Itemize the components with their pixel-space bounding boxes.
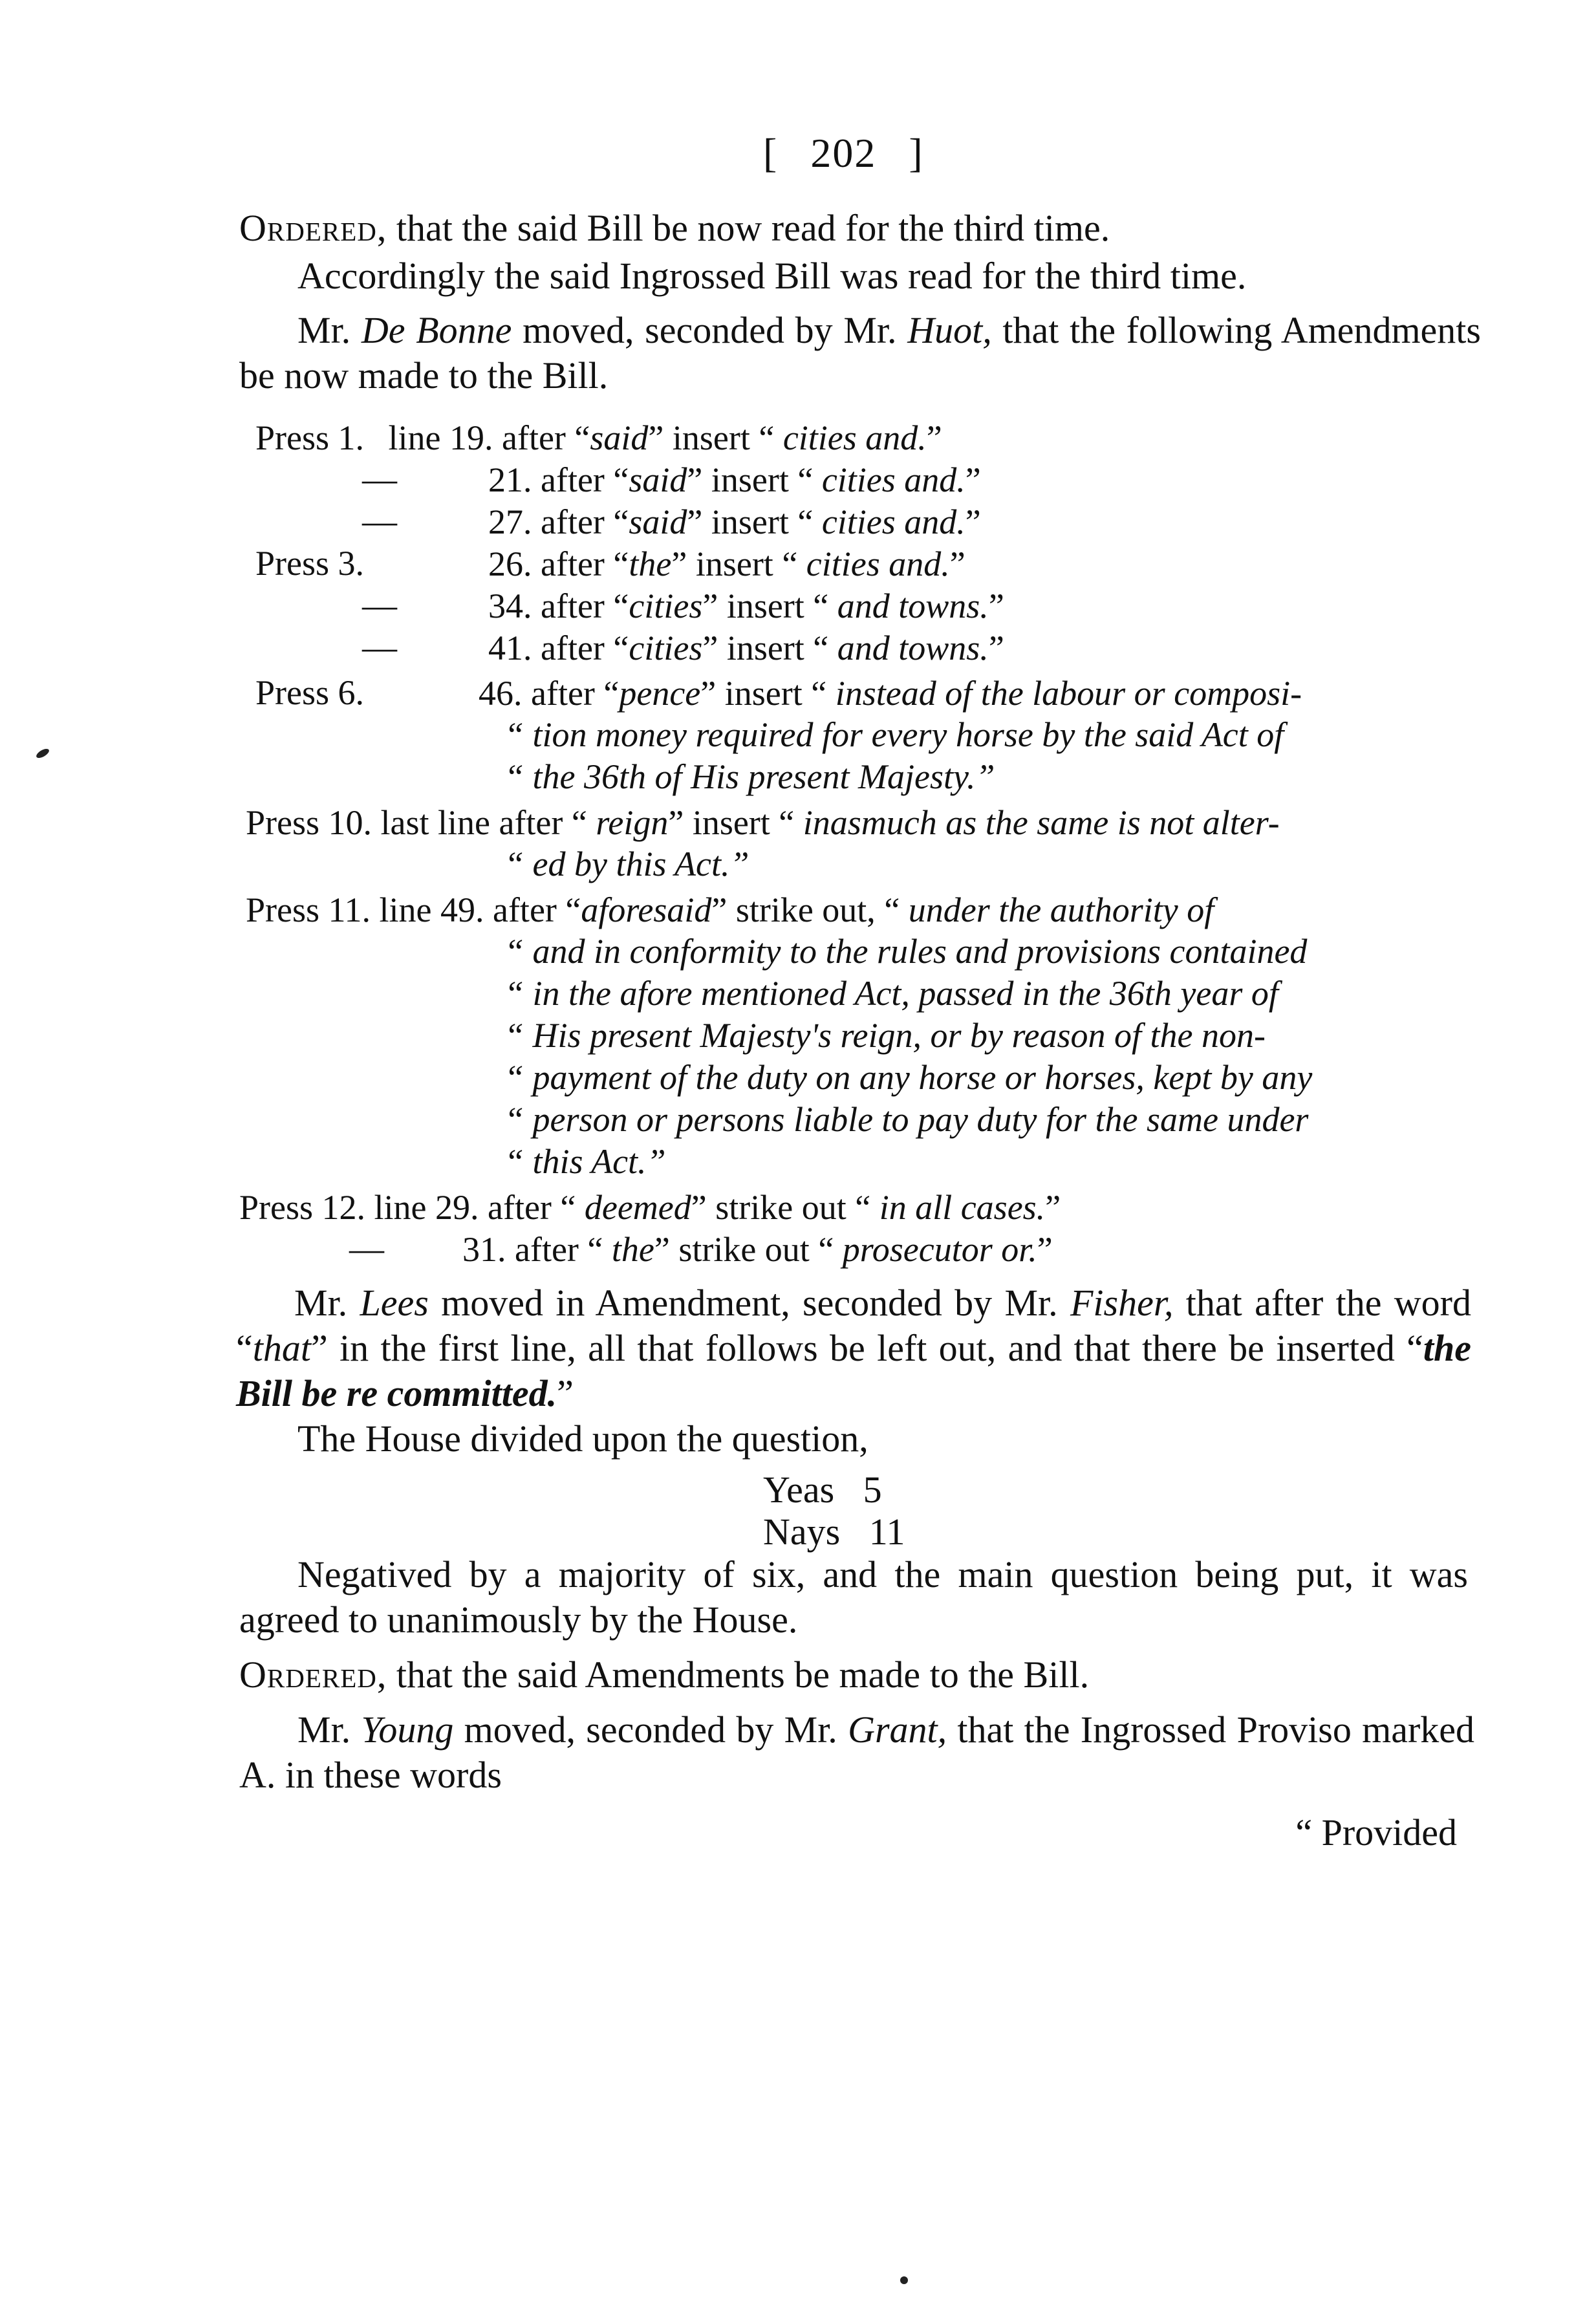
continuation-text: His present Majesty's reign, or by reason of the non-: [532, 1016, 1266, 1055]
verb: insert: [711, 502, 789, 541]
text-run: moved in Amendment, seconded by Mr.: [428, 1282, 1070, 1324]
line-ref: 34.: [488, 587, 532, 625]
after-word: said: [590, 418, 649, 457]
verb: insert: [724, 674, 803, 713]
strike-text: in all cases.: [879, 1188, 1046, 1227]
continuation-line: “ the 36th of His present Majesty.”: [504, 757, 995, 796]
continuation-line: “ person or persons liable to pay duty for the same under: [504, 1100, 1309, 1139]
yeas-label: Yeas: [763, 1469, 835, 1511]
continuation-line: “ tion money required for every horse by the said Act of: [504, 715, 1284, 754]
after-word: said: [629, 460, 687, 499]
verb: insert: [695, 545, 773, 583]
after-word: the: [629, 545, 672, 583]
insert-text: cities and.: [806, 545, 950, 583]
bracket-close: ]: [909, 130, 924, 176]
paragraph-ordered-amendments: [239, 1652, 1468, 1698]
text-run: that the Ingrossed Proviso marked A. in these words: [239, 1709, 1475, 1796]
after-word: cities: [629, 629, 703, 667]
paragraph-house-divided: [239, 1416, 1468, 1462]
verb: strike out,: [735, 891, 876, 929]
press-label: Press 3.: [255, 544, 365, 583]
ordered-lead: Ordered,: [239, 1654, 387, 1696]
line-ref: 26.: [488, 545, 532, 583]
text-run: Mr.: [297, 1709, 361, 1751]
text-run: ” in the first line, all that follows be left out, and that there be inserted “: [310, 1327, 1423, 1369]
member-name: Huot,: [907, 309, 992, 351]
text-run: Mr.: [294, 1282, 360, 1324]
catchword: “ Provided: [1295, 1811, 1457, 1853]
amendment-row-press12: Press 12. line 29. after “ deemed” strike out “ in all cases.”: [239, 1188, 1061, 1227]
continuation-line: “ and in conformity to the rules and provisions contained: [504, 932, 1308, 971]
line-ref: 27.: [488, 502, 532, 541]
after-word: pence: [619, 674, 701, 713]
continuation-line: “ in the afore mentioned Act, passed in the 36th year of: [504, 974, 1278, 1013]
verb: insert: [672, 418, 750, 457]
insert-text: and towns.: [837, 629, 989, 667]
ink-speck: [35, 747, 50, 760]
line-ref: 31.: [462, 1230, 506, 1269]
continuation-line: “ payment of the duty on any horse or horses, kept by any: [504, 1058, 1313, 1097]
after-word: said: [629, 502, 687, 541]
paragraph-text: The House divided upon the question,: [297, 1418, 868, 1460]
strike-text: prosecutor or.: [842, 1230, 1037, 1269]
ink-speck: [900, 2276, 908, 2284]
paragraph-text: Accordingly the said Ingrossed Bill was read for the third time.: [297, 255, 1247, 297]
dash-label: —: [362, 628, 397, 667]
dash-label: —: [362, 502, 397, 541]
page-number: 202: [810, 130, 877, 176]
insert-text: inasmuch as the same is not alter-: [803, 803, 1280, 842]
nays-count: 11: [868, 1511, 905, 1553]
paragraph-negatived: [239, 1552, 1468, 1643]
text-run: moved, seconded by Mr.: [512, 309, 908, 351]
line-ref: line 19.: [388, 418, 493, 457]
member-name: Grant,: [848, 1709, 947, 1751]
continuation-line: “ this Act.”: [504, 1142, 666, 1181]
dash-label: —: [362, 460, 397, 499]
insert-text: cities and.: [782, 418, 927, 457]
nays-label: Nays: [763, 1511, 841, 1553]
after-word: deemed: [584, 1188, 691, 1227]
dash-label: —: [362, 586, 397, 625]
continuation-text: this Act.: [532, 1142, 647, 1181]
continuation-line: “ His present Majesty's reign, or by reason of the non-: [504, 1016, 1266, 1055]
yeas-count: 5: [863, 1469, 882, 1511]
insert-text: cities and.: [821, 502, 965, 541]
continuation-text: tion money required for every horse by the said Act of: [532, 715, 1284, 754]
amendment-row-press10: Press 10. last line after “ reign” insert “ inasmuch as the same is not alter-: [246, 803, 1280, 842]
verb: strike out: [715, 1188, 847, 1227]
strike-text: under the authority of: [908, 891, 1214, 929]
continuation-text: ed by this Act.: [532, 845, 730, 883]
paragraph-text: that the said Amendments be made to the Bill.: [387, 1654, 1090, 1696]
member-name: Fisher,: [1070, 1282, 1174, 1324]
paragraph-lees-amendment: [236, 1280, 1471, 1416]
paragraph-ordered-third-reading: [239, 206, 1468, 251]
paragraph-text: Negatived by a majority of six, and the main question being put, it was agreed to unanimously by the House.: [239, 1553, 1468, 1641]
continuation-line: “ ed by this Act.”: [504, 845, 749, 883]
member-name: Young: [361, 1709, 454, 1751]
paragraph-young-motion: [239, 1707, 1474, 1798]
after-word: the: [611, 1230, 654, 1269]
amendment-row: 21. after “said” insert “ cities and.”: [488, 460, 981, 499]
insert-text: instead of the labour or composi-: [835, 674, 1302, 713]
press-label: Press 1.: [255, 418, 365, 457]
press-label: Press 12. line 29.: [239, 1188, 479, 1227]
continuation-text: the 36th of His present Majesty.: [532, 757, 976, 796]
continuation-text: person or persons liable to pay duty for the same under: [532, 1100, 1309, 1139]
text-run: that after the word “: [236, 1282, 1471, 1369]
text-run: moved, seconded by Mr.: [453, 1709, 848, 1751]
after-word: aforesaid: [581, 891, 712, 929]
insert-text: cities and.: [821, 460, 965, 499]
quoted-word: that: [252, 1327, 311, 1369]
continuation-text: and in conformity to the rules and provisions contained: [532, 932, 1308, 971]
vote-yeas: [763, 1468, 882, 1511]
vote-nays: [763, 1510, 905, 1553]
press-label: Press 11. line 49.: [246, 891, 484, 929]
amendment-row: 46. after “pence” insert “ instead of the labour or composi-: [479, 674, 1302, 713]
verb: insert: [726, 587, 804, 625]
verb: insert: [711, 460, 789, 499]
bracket-open: [: [763, 130, 779, 176]
after-word: cities: [629, 587, 703, 625]
paragraph-read-third-time: [239, 254, 1468, 299]
member-name: De Bonne: [361, 309, 512, 351]
verb: insert: [726, 629, 804, 667]
line-ref: 41.: [488, 629, 532, 667]
dash-label: —: [349, 1229, 384, 1268]
press-label: Press 10. last line after: [246, 803, 563, 842]
amendment-row: 41. after “cities” insert “ and towns.”: [488, 629, 1004, 667]
after-word: reign: [596, 803, 669, 842]
amendment-row: 26. after “the” insert “ cities and.”: [488, 545, 965, 583]
continuation-text: in the afore mentioned Act, passed in the 36th year of: [532, 974, 1278, 1013]
insert-text: and towns.: [837, 587, 989, 625]
verb: strike out: [678, 1230, 810, 1269]
continuation-text: payment of the duty on any horse or horses, kept by any: [532, 1058, 1313, 1097]
press-label: Press 6.: [255, 673, 365, 712]
text-run: Mr.: [297, 309, 361, 351]
text-run: that the following Amendments be now made to the Bill.: [239, 309, 1481, 396]
paragraph-de-bonne-motion: [239, 308, 1481, 398]
ordered-lead: Ordered,: [239, 207, 387, 249]
amendment-row: 31. after “ the” strike out “ prosecutor or.”: [462, 1230, 1053, 1269]
quoted-text: the Bill be re committed.: [236, 1327, 1471, 1414]
amendment-row: 34. after “cities” insert “ and towns.”: [488, 587, 1004, 625]
verb: insert: [692, 803, 770, 842]
paragraph-text: that the said Bill be now read for the third time.: [387, 207, 1110, 249]
line-ref: 21.: [488, 460, 532, 499]
text-run: ”: [557, 1372, 574, 1414]
member-name: Lees: [360, 1282, 429, 1324]
line-ref: 46.: [479, 674, 523, 713]
page-header: [763, 129, 924, 177]
amendment-row-press11: Press 11. line 49. after “aforesaid” strike out, “ under the authority of: [246, 891, 1214, 929]
amendment-row: 27. after “said” insert “ cities and.”: [488, 502, 981, 541]
amendment-row: Press 1. line 19. after “said” insert “ cities and.”: [255, 418, 942, 457]
